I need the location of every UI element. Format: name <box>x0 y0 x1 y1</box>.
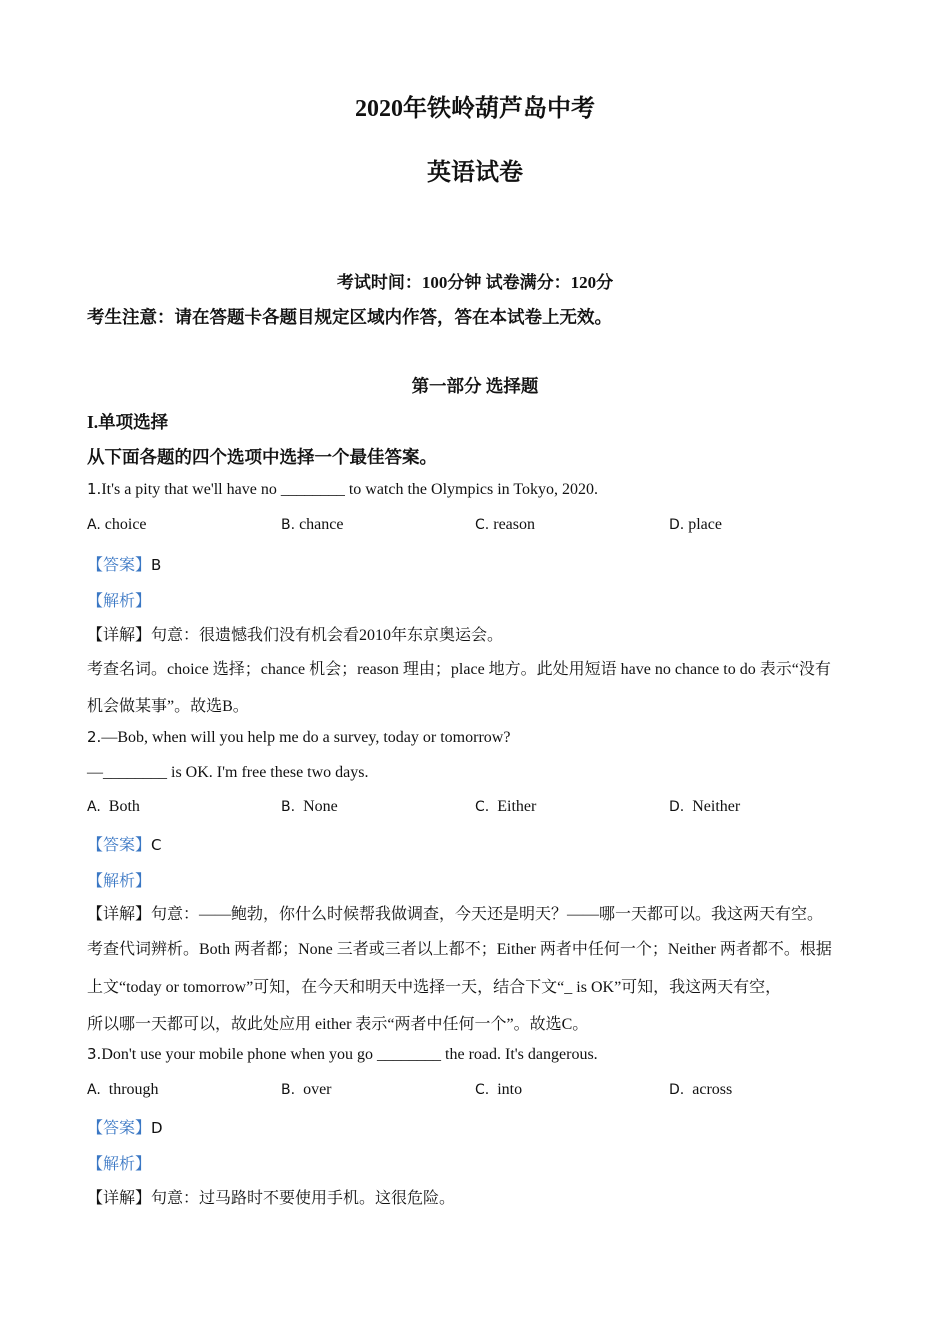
explanation-line: 上文“today or tomorrow”可知，在今天和明天中选择一天，结合下文“_ is OK”可知，我这两天有空， <box>87 979 782 996</box>
page-subtitle: 英语试卷 <box>427 160 523 186</box>
explanation-line: 所以哪一天都可以，故此处应用 either 表示“两者中任何一个”。故选C。 <box>87 1016 589 1033</box>
option-c: C. reason <box>475 516 535 533</box>
section-instruction: 从下面各题的四个选项中选择一个最佳答案。 <box>87 447 437 467</box>
option-d: D. across <box>669 1081 733 1098</box>
question-stem <box>87 1045 598 1064</box>
answer-line: 【答案】B <box>87 556 162 574</box>
analysis-label: 【解析】 <box>87 873 152 890</box>
answer-line: 【答案】D <box>87 1119 163 1137</box>
question-stem <box>87 480 598 499</box>
analysis-label: 【解析】 <box>87 1156 152 1173</box>
analysis-label: 【解析】 <box>87 593 152 610</box>
answer-line: 【答案】C <box>87 836 162 854</box>
question-text: Don't use your mobile phone when you go ________ the road. It's dangerous. <box>101 1046 598 1063</box>
option-d: D. Neither <box>669 798 741 815</box>
explanation-line: 考查代词辨析。Both 两者都；None 三者或三者以上都不；Either 两者中任何一个；Neither 两者都不。根据 <box>87 941 832 958</box>
page-title: 2020年铁岭葫芦岛中考 <box>355 96 595 122</box>
question-text: —Bob, when will you help me do a survey, today or tomorrow? <box>101 729 511 746</box>
option-b: B. over <box>281 1081 332 1098</box>
explanation-line: 考查名词。choice 选择；chance 机会；reason 理由；place 地方。此处用短语 have no chance to do 表示“没有 <box>87 661 831 678</box>
question-number: 2. <box>87 728 102 746</box>
question-stem-line2: —________ is OK. I'm free these two days. <box>87 764 369 781</box>
detail-line: 【详解】句意：很遗憾我们没有机会看2010年东京奥运会。 <box>87 627 504 644</box>
option-c: C. Either <box>475 798 537 815</box>
question-stem <box>87 728 510 747</box>
question-text: It's a pity that we'll have no ________ to watch the Olympics in Tokyo, 2020. <box>101 481 599 498</box>
option-c: C. into <box>475 1081 523 1098</box>
option-a: A. Both <box>87 798 140 815</box>
section-heading: I.单项选择 <box>87 412 169 432</box>
question-number: 3. <box>87 1045 102 1063</box>
detail-line: 【详解】句意：过马路时不要使用手机。这很危险。 <box>87 1190 456 1207</box>
option-a: A. choice <box>87 516 147 533</box>
part-heading: 第一部分 选择题 <box>411 376 539 396</box>
option-d: D. place <box>669 516 722 533</box>
option-b: B. chance <box>281 516 344 533</box>
option-a: A. through <box>87 1081 159 1098</box>
question-number: 1. <box>87 480 102 498</box>
option-b: B. None <box>281 798 338 815</box>
exam-info: 考试时间：100分钟 试卷满分：120分 <box>336 273 614 292</box>
explanation-line: 机会做某事”。故选B。 <box>87 698 249 715</box>
detail-line: 【详解】句意：——鲍勃，你什么时候帮我做调查，今天还是明天？——哪一天都可以。我这两天有空。 <box>87 906 824 923</box>
exam-notice: 考生注意：请在答题卡各题目规定区域内作答，答在本试卷上无效。 <box>87 307 612 327</box>
